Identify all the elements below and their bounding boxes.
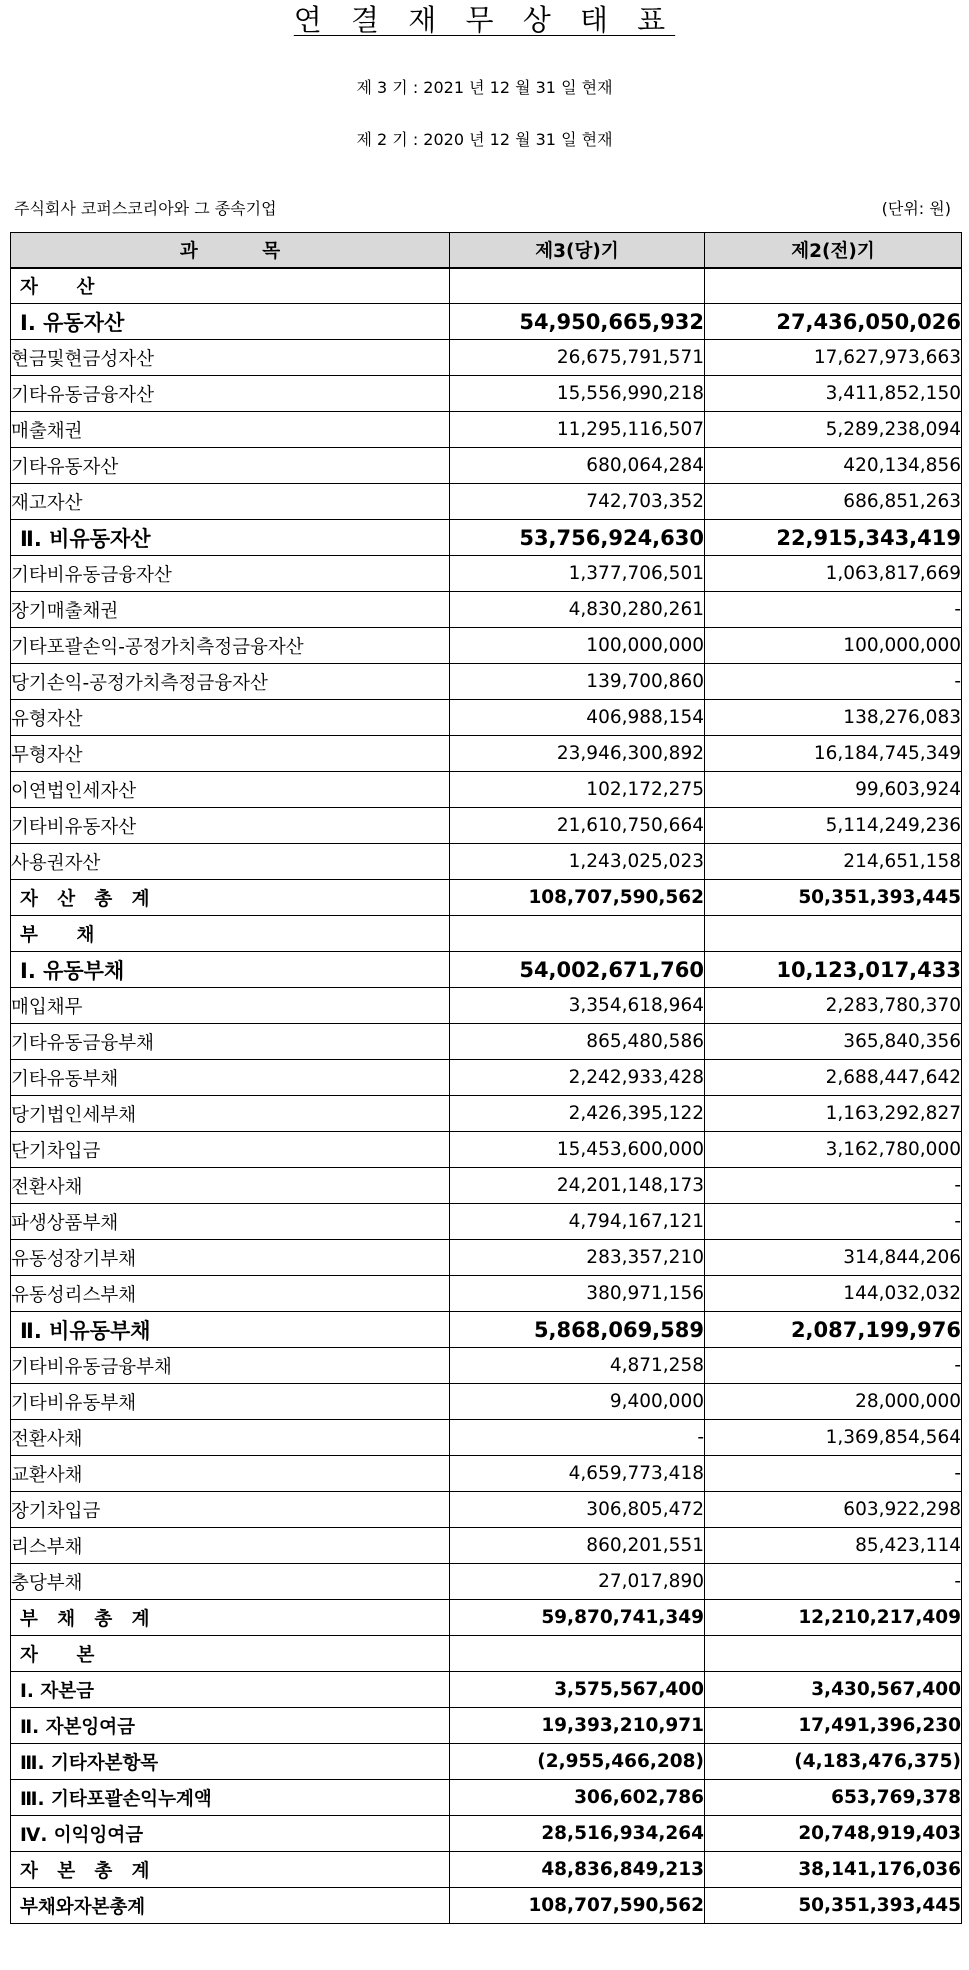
- current-amount-cell: 23,946,300,892: [450, 736, 705, 772]
- table-row: [11, 556, 962, 592]
- account-cell: 장기차입금: [11, 1492, 450, 1528]
- table-row: [11, 412, 962, 448]
- current-amount-cell: 283,357,210: [450, 1240, 705, 1276]
- previous-amount-cell: -: [705, 1168, 962, 1204]
- previous-amount-cell: [705, 1636, 962, 1672]
- previous-amount-cell: -: [705, 1564, 962, 1600]
- table-row: [11, 916, 962, 952]
- current-amount-cell: 26,675,791,571: [450, 340, 705, 376]
- header-account: 과 목: [11, 233, 450, 268]
- current-amount-cell: 108,707,590,562: [450, 1888, 705, 1924]
- previous-amount-cell: -: [705, 1456, 962, 1492]
- header-current: 제3(당)기: [450, 233, 705, 268]
- current-amount-cell: 3,354,618,964: [450, 988, 705, 1024]
- account-cell: 무형자산: [11, 736, 450, 772]
- current-period: 제 3 기 : 2021 년 12 월 31 일 현재: [356, 78, 613, 97]
- current-amount-cell: [450, 916, 705, 952]
- previous-amount-cell: 420,134,856: [705, 448, 962, 484]
- current-amount-cell: 3,575,567,400: [450, 1672, 705, 1708]
- account-cell: Ⅱ. 비유동자산: [11, 520, 450, 556]
- table-row: [11, 1384, 962, 1420]
- previous-amount-cell: 2,688,447,642: [705, 1060, 962, 1096]
- account-cell: 매출채권: [11, 412, 450, 448]
- account-cell: 현금및현금성자산: [11, 340, 450, 376]
- previous-amount-cell: -: [705, 664, 962, 700]
- previous-amount-cell: -: [705, 592, 962, 628]
- current-amount-cell: (2,955,466,208): [450, 1744, 705, 1780]
- table-row: [11, 1852, 962, 1888]
- previous-amount-cell: 50,351,393,445: [705, 1888, 962, 1924]
- current-amount-cell: [450, 1636, 705, 1672]
- table-row: [11, 736, 962, 772]
- account-cell: 기타비유동자산: [11, 808, 450, 844]
- account-cell: 기타유동금융자산: [11, 376, 450, 412]
- table-row: [11, 304, 962, 340]
- header-row: [11, 233, 962, 268]
- previous-amount-cell: 1,063,817,669: [705, 556, 962, 592]
- current-amount-cell: 5,868,069,589: [450, 1312, 705, 1348]
- table-row: [11, 1348, 962, 1384]
- previous-amount-cell: 686,851,263: [705, 484, 962, 520]
- table-row: [11, 1816, 962, 1852]
- previous-amount-cell: 144,032,032: [705, 1276, 962, 1312]
- table-row: [11, 1240, 962, 1276]
- table-row: [11, 664, 962, 700]
- table-row: [11, 1528, 962, 1564]
- current-amount-cell: [450, 268, 705, 304]
- account-cell: 장기매출채권: [11, 592, 450, 628]
- previous-amount-cell: 85,423,114: [705, 1528, 962, 1564]
- account-cell: 기타비유동부채: [11, 1384, 450, 1420]
- account-cell: 기타비유동금융부채: [11, 1348, 450, 1384]
- account-cell: 충당부채: [11, 1564, 450, 1600]
- account-cell: 유동성장기부채: [11, 1240, 450, 1276]
- current-amount-cell: 9,400,000: [450, 1384, 705, 1420]
- current-amount-cell: 4,659,773,418: [450, 1456, 705, 1492]
- table-row: [11, 1888, 962, 1924]
- previous-amount-cell: 3,411,852,150: [705, 376, 962, 412]
- account-cell: Ⅲ. 기타포괄손익누계액: [11, 1780, 450, 1816]
- previous-amount-cell: -: [705, 1348, 962, 1384]
- account-cell: 기타유동부채: [11, 1060, 450, 1096]
- table-row: [11, 880, 962, 916]
- table-row: [11, 1780, 962, 1816]
- previous-amount-cell: 314,844,206: [705, 1240, 962, 1276]
- table-row: [11, 1492, 962, 1528]
- previous-amount-cell: 3,430,567,400: [705, 1672, 962, 1708]
- header-previous: 제2(전)기: [705, 233, 962, 268]
- account-cell: Ⅰ. 유동부채: [11, 952, 450, 988]
- previous-amount-cell: 27,436,050,026: [705, 304, 962, 340]
- current-amount-cell: 1,377,706,501: [450, 556, 705, 592]
- table-row: [11, 1708, 962, 1744]
- current-amount-cell: 15,453,600,000: [450, 1132, 705, 1168]
- current-amount-cell: 406,988,154: [450, 700, 705, 736]
- account-cell: 기타포괄손익-공정가치측정금융자산: [11, 628, 450, 664]
- account-cell: 자 본: [11, 1636, 450, 1672]
- previous-amount-cell: 214,651,158: [705, 844, 962, 880]
- current-amount-cell: 4,794,167,121: [450, 1204, 705, 1240]
- current-amount-cell: 27,017,890: [450, 1564, 705, 1600]
- table-row: [11, 1636, 962, 1672]
- previous-amount-cell: 603,922,298: [705, 1492, 962, 1528]
- previous-amount-cell: 653,769,378: [705, 1780, 962, 1816]
- current-amount-cell: 19,393,210,971: [450, 1708, 705, 1744]
- table-row: [11, 1564, 962, 1600]
- previous-amount-cell: 17,491,396,230: [705, 1708, 962, 1744]
- previous-amount-cell: 2,087,199,976: [705, 1312, 962, 1348]
- account-cell: Ⅳ. 이익잉여금: [11, 1816, 450, 1852]
- previous-amount-cell: 2,283,780,370: [705, 988, 962, 1024]
- current-amount-cell: 54,950,665,932: [450, 304, 705, 340]
- account-cell: 전환사채: [11, 1168, 450, 1204]
- table-row: [11, 592, 962, 628]
- current-amount-cell: 28,516,934,264: [450, 1816, 705, 1852]
- table-row: [11, 1672, 962, 1708]
- table-row: [11, 628, 962, 664]
- page-title: 연 결 재 무 상 태 표: [293, 3, 676, 37]
- table-row: [11, 952, 962, 988]
- account-cell: 재고자산: [11, 484, 450, 520]
- table-row: [11, 520, 962, 556]
- account-cell: 당기손익-공정가치측정금융자산: [11, 664, 450, 700]
- current-amount-cell: 4,830,280,261: [450, 592, 705, 628]
- table-row: [11, 772, 962, 808]
- previous-amount-cell: 1,163,292,827: [705, 1096, 962, 1132]
- account-cell: 부 채 총 계: [11, 1600, 450, 1636]
- unit-label: (단위: 원): [881, 199, 951, 218]
- current-amount-cell: 59,870,741,349: [450, 1600, 705, 1636]
- current-amount-cell: 53,756,924,630: [450, 520, 705, 556]
- previous-amount-cell: 3,162,780,000: [705, 1132, 962, 1168]
- current-amount-cell: 108,707,590,562: [450, 880, 705, 916]
- current-amount-cell: 306,602,786: [450, 1780, 705, 1816]
- account-cell: Ⅱ. 자본잉여금: [11, 1708, 450, 1744]
- table-row: [11, 1096, 962, 1132]
- account-cell: 매입채무: [11, 988, 450, 1024]
- account-cell: 파생상품부채: [11, 1204, 450, 1240]
- current-amount-cell: 860,201,551: [450, 1528, 705, 1564]
- previous-amount-cell: 38,141,176,036: [705, 1852, 962, 1888]
- previous-amount-cell: 17,627,973,663: [705, 340, 962, 376]
- current-amount-cell: 2,242,933,428: [450, 1060, 705, 1096]
- table-row: [11, 1168, 962, 1204]
- current-amount-cell: 380,971,156: [450, 1276, 705, 1312]
- account-cell: Ⅱ. 비유동부채: [11, 1312, 450, 1348]
- current-amount-cell: 21,610,750,664: [450, 808, 705, 844]
- previous-amount-cell: 16,184,745,349: [705, 736, 962, 772]
- account-cell: 교환사채: [11, 1456, 450, 1492]
- previous-amount-cell: 1,369,854,564: [705, 1420, 962, 1456]
- table-row: [11, 1420, 962, 1456]
- balance-sheet-table: [10, 232, 962, 1924]
- previous-amount-cell: 138,276,083: [705, 700, 962, 736]
- previous-amount-cell: [705, 268, 962, 304]
- account-cell: 유형자산: [11, 700, 450, 736]
- current-amount-cell: 102,172,275: [450, 772, 705, 808]
- table-row: [11, 340, 962, 376]
- previous-amount-cell: 100,000,000: [705, 628, 962, 664]
- previous-amount-cell: 365,840,356: [705, 1024, 962, 1060]
- previous-amount-cell: 22,915,343,419: [705, 520, 962, 556]
- table-row: [11, 1204, 962, 1240]
- current-amount-cell: 24,201,148,173: [450, 1168, 705, 1204]
- table-row: [11, 448, 962, 484]
- current-amount-cell: 11,295,116,507: [450, 412, 705, 448]
- table-row: [11, 1456, 962, 1492]
- current-amount-cell: 54,002,671,760: [450, 952, 705, 988]
- previous-amount-cell: (4,183,476,375): [705, 1744, 962, 1780]
- current-amount-cell: 865,480,586: [450, 1024, 705, 1060]
- previous-amount-cell: 28,000,000: [705, 1384, 962, 1420]
- account-cell: 자 본 총 계: [11, 1852, 450, 1888]
- account-cell: 부채와자본총계: [11, 1888, 450, 1924]
- table-row: [11, 1600, 962, 1636]
- previous-amount-cell: 99,603,924: [705, 772, 962, 808]
- account-cell: 기타유동자산: [11, 448, 450, 484]
- account-cell: 자 산: [11, 268, 450, 304]
- account-cell: 기타유동금융부채: [11, 1024, 450, 1060]
- table-row: [11, 700, 962, 736]
- account-cell: 부 채: [11, 916, 450, 952]
- current-amount-cell: 4,871,258: [450, 1348, 705, 1384]
- table-row: [11, 484, 962, 520]
- account-cell: 사용권자산: [11, 844, 450, 880]
- current-amount-cell: -: [450, 1420, 705, 1456]
- account-cell: 당기법인세부채: [11, 1096, 450, 1132]
- table-row: [11, 844, 962, 880]
- account-cell: 자 산 총 계: [11, 880, 450, 916]
- current-amount-cell: 1,243,025,023: [450, 844, 705, 880]
- table-row: [11, 1060, 962, 1096]
- current-amount-cell: 2,426,395,122: [450, 1096, 705, 1132]
- account-cell: 전환사채: [11, 1420, 450, 1456]
- table-row: [11, 1132, 962, 1168]
- current-amount-cell: 139,700,860: [450, 664, 705, 700]
- current-amount-cell: 306,805,472: [450, 1492, 705, 1528]
- previous-amount-cell: 20,748,919,403: [705, 1816, 962, 1852]
- account-cell: Ⅰ. 자본금: [11, 1672, 450, 1708]
- table-row: [11, 1312, 962, 1348]
- account-cell: 단기차입금: [11, 1132, 450, 1168]
- current-amount-cell: 15,556,990,218: [450, 376, 705, 412]
- table-row: [11, 808, 962, 844]
- company-name: 주식회사 코퍼스코리아와 그 종속기업: [14, 199, 277, 218]
- table-row: [11, 268, 962, 304]
- table-row: [11, 1744, 962, 1780]
- previous-amount-cell: 12,210,217,409: [705, 1600, 962, 1636]
- table-row: [11, 376, 962, 412]
- current-amount-cell: 100,000,000: [450, 628, 705, 664]
- account-cell: Ⅰ. 유동자산: [11, 304, 450, 340]
- current-amount-cell: 48,836,849,213: [450, 1852, 705, 1888]
- account-cell: 유동성리스부채: [11, 1276, 450, 1312]
- previous-amount-cell: [705, 916, 962, 952]
- previous-amount-cell: 5,289,238,094: [705, 412, 962, 448]
- table-row: [11, 988, 962, 1024]
- previous-amount-cell: 5,114,249,236: [705, 808, 962, 844]
- current-amount-cell: 680,064,284: [450, 448, 705, 484]
- previous-period: 제 2 기 : 2020 년 12 월 31 일 현재: [356, 130, 613, 149]
- current-amount-cell: 742,703,352: [450, 484, 705, 520]
- account-cell: 기타비유동금융자산: [11, 556, 450, 592]
- account-cell: Ⅲ. 기타자본항목: [11, 1744, 450, 1780]
- table-row: [11, 1024, 962, 1060]
- previous-amount-cell: 10,123,017,433: [705, 952, 962, 988]
- previous-amount-cell: 50,351,393,445: [705, 880, 962, 916]
- table-row: [11, 1276, 962, 1312]
- account-cell: 리스부채: [11, 1528, 450, 1564]
- previous-amount-cell: -: [705, 1204, 962, 1240]
- account-cell: 이연법인세자산: [11, 772, 450, 808]
